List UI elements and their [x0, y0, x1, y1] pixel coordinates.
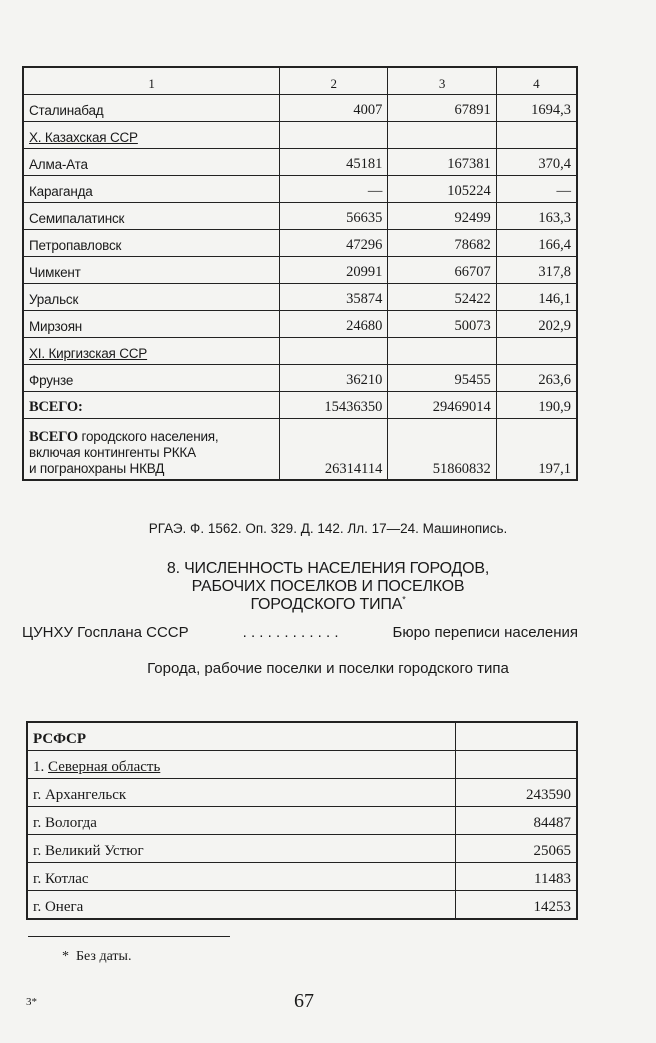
- empty-cell: [280, 122, 388, 149]
- footnote-divider: [28, 936, 230, 937]
- value-c4: 202,9: [496, 311, 577, 338]
- grand-total-label: [23, 419, 280, 481]
- empty-cell: [280, 338, 388, 365]
- col-header-3: 3: [388, 67, 496, 95]
- footnote-mark: *: [402, 594, 406, 605]
- section-row: [27, 751, 577, 779]
- value-c4: 370,4: [496, 149, 577, 176]
- city-name: г. Онега: [27, 891, 456, 920]
- col-header-4: 4: [496, 67, 577, 95]
- table-row: [23, 203, 577, 230]
- table-row: [23, 176, 577, 203]
- document-title: [0, 560, 656, 614]
- value-c2: 36210: [280, 365, 388, 392]
- value-c4: 166,4: [496, 230, 577, 257]
- section-row: [23, 122, 577, 149]
- table-subtitle: Города, рабочие поселки и поселки городского типа: [147, 660, 509, 677]
- value-c3: 167381: [388, 149, 496, 176]
- value-c4: 1694,3: [496, 95, 577, 122]
- city-name: Алма-Ата: [23, 149, 280, 176]
- signature-mark: 3*: [26, 996, 37, 1008]
- table-row: [23, 257, 577, 284]
- region-row: [27, 722, 577, 751]
- grand-total-c3: 51860832: [388, 419, 496, 481]
- empty-cell: [456, 751, 578, 779]
- value-c2: 24680: [280, 311, 388, 338]
- population-value: 14253: [456, 891, 578, 920]
- population-value: 243590: [456, 779, 578, 807]
- org-right: Бюро переписи населения: [392, 624, 578, 641]
- title-line-1: 8. ЧИСЛЕННОСТЬ НАСЕЛЕНИЯ ГОРОДОВ,: [166, 560, 490, 577]
- value-c2: 20991: [280, 257, 388, 284]
- value-c3: 95455: [388, 365, 496, 392]
- empty-cell: [456, 722, 578, 751]
- city-name: г. Великий Устюг: [27, 835, 456, 863]
- grand-total-c2: 26314114: [280, 419, 388, 481]
- footnote: [62, 948, 131, 965]
- organization-line: [22, 624, 578, 642]
- section-label: [27, 751, 456, 779]
- total-label: ВСЕГО:: [23, 392, 280, 419]
- section-name: X. Казахская ССР: [29, 130, 138, 145]
- table-header-row: [23, 67, 577, 95]
- archive-source: РГАЭ. Ф. 1562. Оп. 329. Д. 142. Лл. 17—24. Машинопись.: [148, 521, 508, 536]
- total-c4: 190,9: [496, 392, 577, 419]
- value-c2: 45181: [280, 149, 388, 176]
- section-name: Северная область: [48, 759, 161, 775]
- section-label: [23, 338, 280, 365]
- col-header-1: 1: [23, 67, 280, 95]
- empty-cell: [496, 122, 577, 149]
- value-c2: 4007: [280, 95, 388, 122]
- city-name: Сталинабад: [23, 95, 280, 122]
- grand-total-line1: городского населения,: [77, 429, 219, 444]
- org-left: ЦУНХУ Госплана СССР: [22, 624, 189, 641]
- value-c4: 163,3: [496, 203, 577, 230]
- city-name: Караганда: [23, 176, 280, 203]
- value-c3: 52422: [388, 284, 496, 311]
- value-c2: 56635: [280, 203, 388, 230]
- settlements-table: [26, 721, 578, 920]
- total-c2: 15436350: [280, 392, 388, 419]
- table-row: [27, 891, 577, 920]
- city-name: г. Котлас: [27, 863, 456, 891]
- city-name: Семипалатинск: [23, 203, 280, 230]
- value-c4: 146,1: [496, 284, 577, 311]
- section-name: XI. Киргизская ССР: [29, 346, 148, 361]
- value-c3: 67891: [388, 95, 496, 122]
- empty-cell: [388, 338, 496, 365]
- grand-total-row: [23, 419, 577, 481]
- value-c3: 105224: [388, 176, 496, 203]
- table-row: [23, 311, 577, 338]
- table-row: [27, 835, 577, 863]
- org-dots: . . . . . . . . . . . .: [242, 624, 339, 641]
- table-row: [23, 365, 577, 392]
- value-c3: 92499: [388, 203, 496, 230]
- table-row: [23, 149, 577, 176]
- value-c2: 35874: [280, 284, 388, 311]
- value-c4: 263,6: [496, 365, 577, 392]
- city-name: г. Вологда: [27, 807, 456, 835]
- value-c4: 317,8: [496, 257, 577, 284]
- population-value: 84487: [456, 807, 578, 835]
- grand-total-bold: ВСЕГО: [29, 429, 78, 445]
- footnote-marker: *: [62, 949, 69, 964]
- city-name: Мирзоян: [23, 311, 280, 338]
- title-line-3: ГОРОДСКОГО ТИПА: [250, 596, 403, 613]
- grand-total-line3: и погранохраны НКВД: [29, 461, 165, 476]
- footnote-text: Без даты.: [76, 949, 132, 964]
- grand-total-c4: 197,1: [496, 419, 577, 481]
- value-c2: —: [280, 176, 388, 203]
- total-row: [23, 392, 577, 419]
- table-row: [23, 230, 577, 257]
- section-number: 1.: [33, 759, 48, 775]
- city-name: Фрунзе: [23, 365, 280, 392]
- city-name: г. Архангельск: [27, 779, 456, 807]
- value-c2: 47296: [280, 230, 388, 257]
- city-name: Уральск: [23, 284, 280, 311]
- table-row: [27, 863, 577, 891]
- table-row: [27, 779, 577, 807]
- city-name: Петропавловск: [23, 230, 280, 257]
- region-label: РСФСР: [27, 722, 456, 751]
- value-c3: 78682: [388, 230, 496, 257]
- value-c3: 50073: [388, 311, 496, 338]
- population-value: 25065: [456, 835, 578, 863]
- city-name: Чимкент: [23, 257, 280, 284]
- page-number: 67: [294, 990, 314, 1012]
- col-header-2: 2: [280, 67, 388, 95]
- population-value: 11483: [456, 863, 578, 891]
- table-row: [27, 807, 577, 835]
- section-label: [23, 122, 280, 149]
- empty-cell: [496, 338, 577, 365]
- empty-cell: [388, 122, 496, 149]
- grand-total-line2: включая контингенты РККА: [29, 445, 196, 460]
- table-row: [23, 284, 577, 311]
- table-row: [23, 95, 577, 122]
- title-line-2: РАБОЧИХ ПОСЕЛКОВ И ПОСЕЛКОВ: [191, 578, 465, 595]
- section-row: [23, 338, 577, 365]
- value-c4: —: [496, 176, 577, 203]
- total-c3: 29469014: [388, 392, 496, 419]
- population-table-continued: [22, 66, 578, 481]
- value-c3: 66707: [388, 257, 496, 284]
